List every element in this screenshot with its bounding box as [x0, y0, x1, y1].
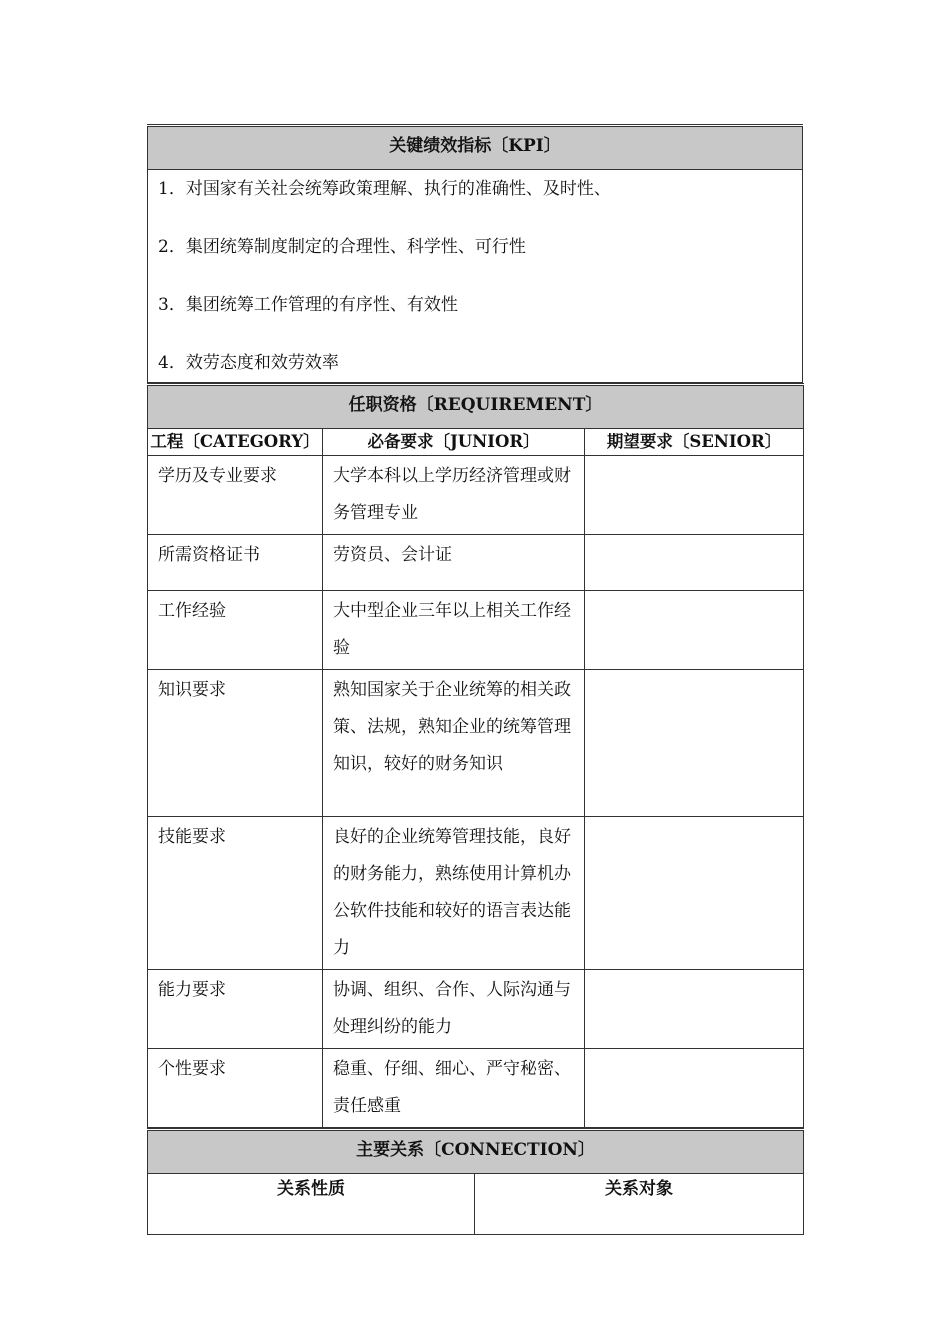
- junior-cell: 熟知国家关于企业统筹的相关政策、法规，熟知企业的统筹管理知识，较好的财务知识: [323, 670, 585, 817]
- table-row: [148, 591, 804, 670]
- senior-cell: [585, 970, 804, 1049]
- category-cell: 学历及专业要求: [148, 456, 323, 535]
- senior-cell: [585, 456, 804, 535]
- column-header-relation-target: 关系对象: [475, 1174, 804, 1235]
- table-row: [148, 1049, 804, 1128]
- junior-cell: 大中型企业三年以上相关工作经验: [323, 591, 585, 670]
- requirement-table: [147, 383, 804, 1128]
- senior-cell: [585, 670, 804, 817]
- kpi-item: 2．集团统筹制度制定的合理性、科学性、可行性: [158, 237, 526, 257]
- kpi-item: 1．对国家有关社会统筹政策理解、执行的准确性、及时性、: [158, 179, 611, 199]
- column-header-junior: 必备要求〔JUNIOR〕: [323, 429, 585, 456]
- kpi-list: [148, 170, 803, 383]
- kpi-table: [147, 124, 803, 383]
- table-row: [148, 817, 804, 970]
- junior-cell: 大学本科以上学历经济管理或财务管理专业: [323, 456, 585, 535]
- category-cell: 所需资格证书: [148, 535, 323, 591]
- category-cell: 工作经验: [148, 591, 323, 670]
- table-row: [148, 670, 804, 817]
- junior-cell: 协调、组织、合作、人际沟通与处理纠纷的能力: [323, 970, 585, 1049]
- senior-cell: [585, 535, 804, 591]
- connection-section-title: 主要关系〔CONNECTION〕: [148, 1130, 804, 1174]
- kpi-item: 4．效劳态度和效劳效率: [158, 353, 339, 373]
- job-description-form: [147, 124, 803, 1235]
- junior-cell: 良好的企业统筹管理技能，良好的财务能力，熟练使用计算机办公软件技能和较好的语言表达能力: [323, 817, 585, 970]
- category-cell: 个性要求: [148, 1049, 323, 1128]
- column-header-relation-nature: 关系性质: [148, 1174, 475, 1235]
- senior-cell: [585, 1049, 804, 1128]
- category-cell: 知识要求: [148, 670, 323, 817]
- requirement-section-title: 任职资格〔REQUIREMENT〕: [148, 385, 804, 429]
- senior-cell: [585, 817, 804, 970]
- junior-cell: 劳资员、会计证: [323, 535, 585, 591]
- kpi-section-title: 关键绩效指标〔KPI〕: [148, 126, 803, 170]
- table-row: [148, 535, 804, 591]
- junior-cell: 稳重、仔细、细心、严守秘密、责任感重: [323, 1049, 585, 1128]
- column-header-senior: 期望要求〔SENIOR〕: [585, 429, 804, 456]
- table-row: [148, 456, 804, 535]
- category-cell: 能力要求: [148, 970, 323, 1049]
- category-cell: 技能要求: [148, 817, 323, 970]
- connection-table: [147, 1128, 804, 1235]
- kpi-item: 3．集团统筹工作管理的有序性、有效性: [158, 295, 458, 315]
- column-header-category: 工程〔CATEGORY〕: [148, 429, 323, 456]
- senior-cell: [585, 591, 804, 670]
- table-row: [148, 970, 804, 1049]
